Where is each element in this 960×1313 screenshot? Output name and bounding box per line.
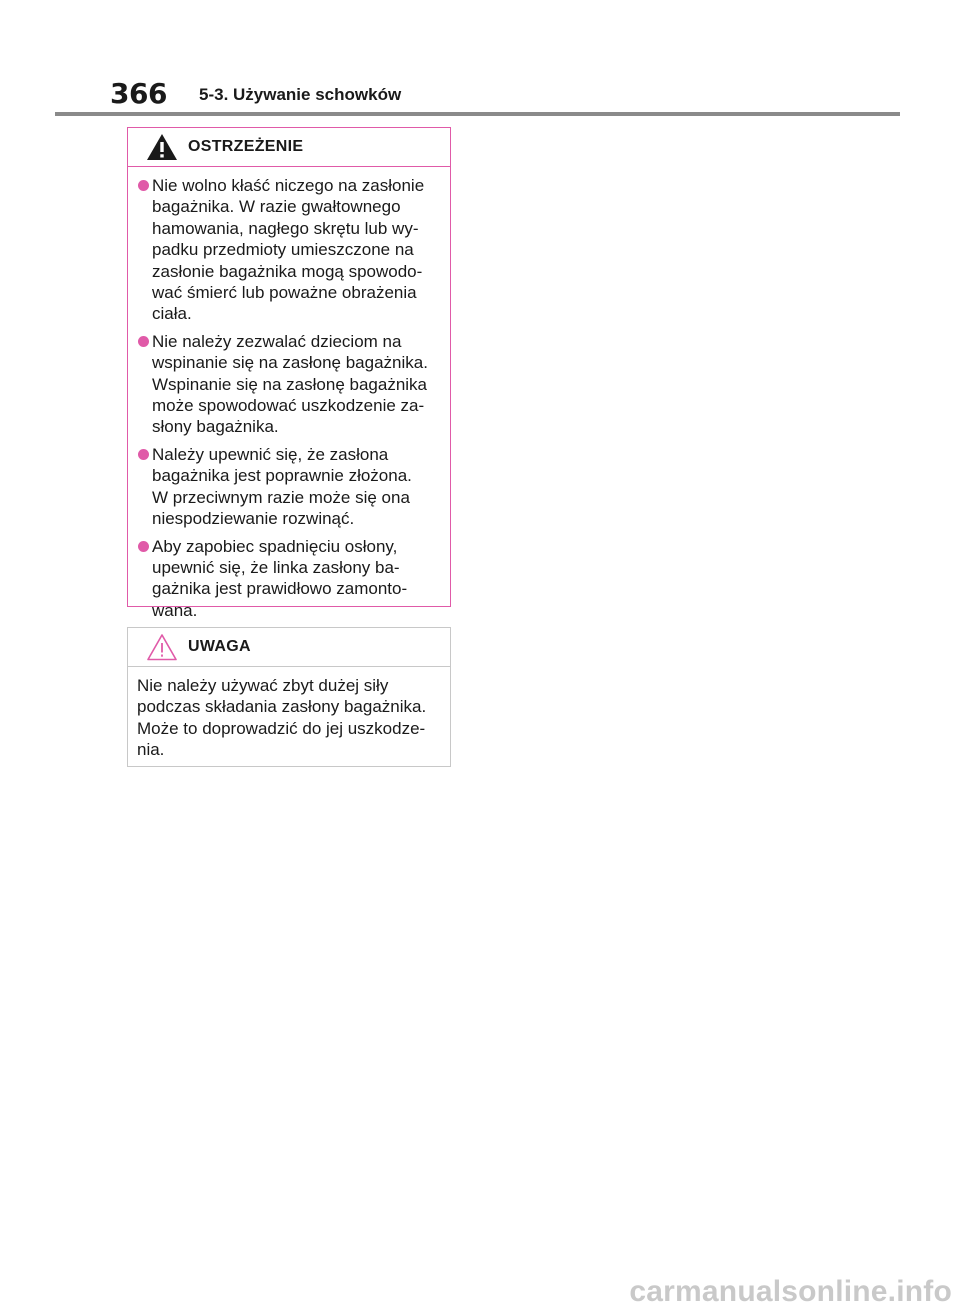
warning-item (137, 175, 442, 325)
bullet-dot-icon (138, 541, 149, 552)
warning-filled-triangle-icon (145, 132, 179, 162)
warning-item-text: Nie wolno kłaść niczego na zasłonie bagażnika. W razie gwałtownego hamowania, nagłego skrętu lub wy- padku przedmioty umieszczone na zasłonie bagażnika mogą spowodo- wać śmierć lub poważne obrażenia ciała. (152, 176, 425, 324)
watermark: carmanualsonline.info (629, 1275, 952, 1308)
warning-item (137, 331, 442, 438)
bullet-dot-icon (138, 180, 149, 191)
warning-title: OSTRZEŻENIE (188, 138, 304, 155)
warning-item-text: Aby zapobiec spadnięciu osłony, upewnić się, że linka zasłony ba- gażnika jest prawidłowo zamonto- wana. (152, 536, 408, 620)
warning-box (127, 127, 451, 620)
warning-item-text: Należy upewnić się, że zasłona bagażnika jest poprawnie złożona. W przeciwnym razie może się ona niespodziewanie rozwinąć. (152, 444, 412, 529)
notice-box (127, 627, 451, 767)
section-title: 5-3. Używanie schowków (199, 85, 402, 104)
warning-item-text: Nie należy zezwalać dzieciom na wspinanie się na zasłonę bagażnika. Wspinanie się na zasłonę bagażnika może spowodować uszkodzenie za- słony bagażnika. (152, 331, 428, 437)
notice-title: UWAGA (188, 638, 251, 655)
caution-outline-triangle-icon (145, 632, 179, 662)
header-divider (55, 112, 900, 116)
bullet-dot-icon (138, 449, 149, 460)
warning-item (137, 536, 442, 622)
warning-body (128, 167, 450, 621)
notice-body (128, 667, 450, 761)
bullet-dot-icon (138, 336, 149, 347)
page-number: 366 (110, 77, 167, 110)
notice-text: Nie należy używać zbyt dużej siły podczas składania zasłony bagażnika. Może to doprowadzić do jej uszkodze- nia. (137, 676, 427, 760)
warning-item (137, 444, 442, 530)
notice-header (128, 628, 450, 667)
warning-header (128, 128, 450, 167)
